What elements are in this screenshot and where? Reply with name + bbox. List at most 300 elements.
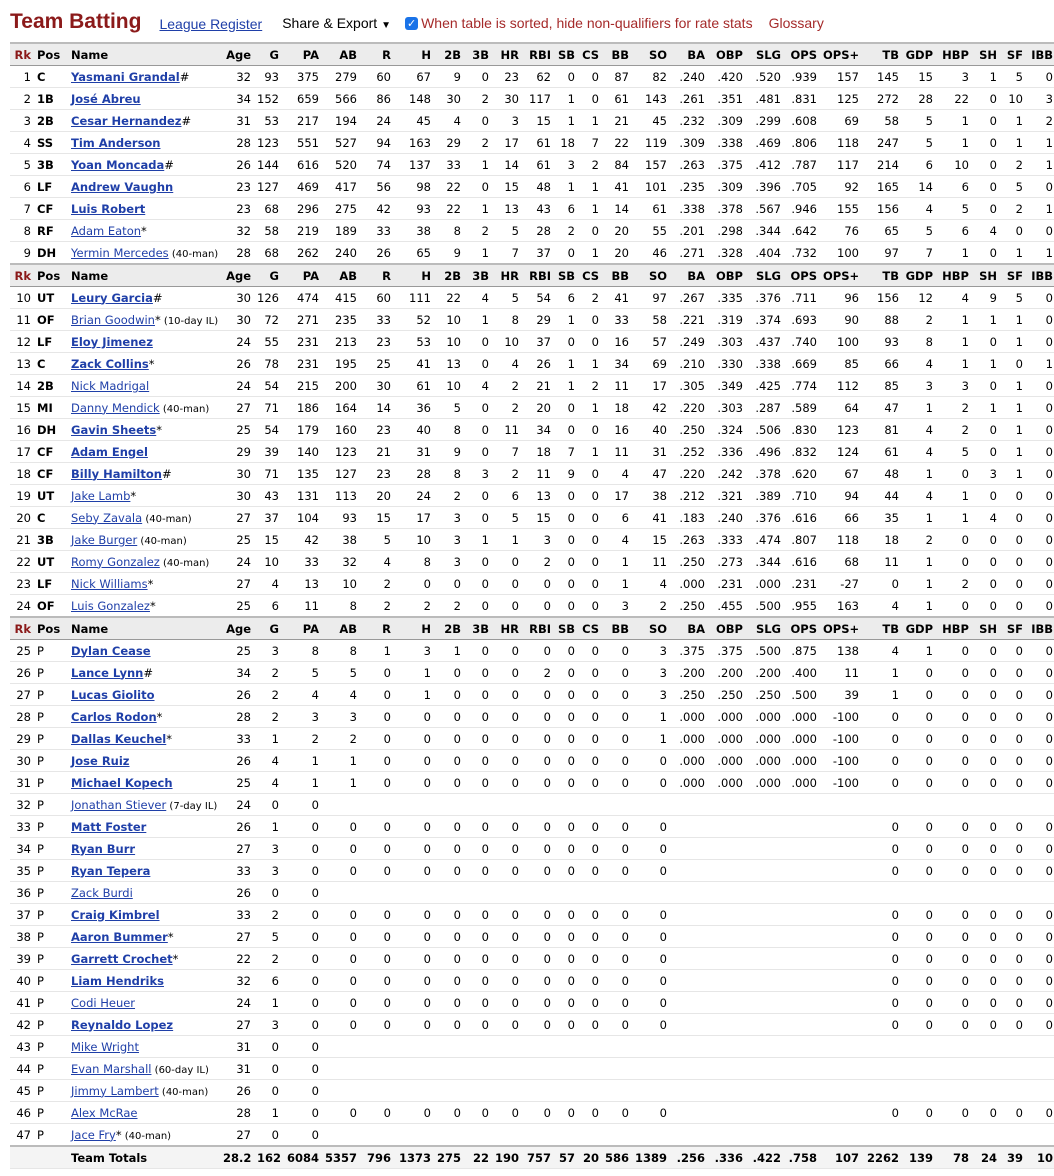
stat-cell-age: 27: [220, 573, 254, 595]
stat-cell-ops-: 67: [820, 463, 862, 485]
stat-cell-ab: 415: [322, 287, 360, 309]
stat-cell-hr: 11: [492, 419, 522, 441]
total-cell: .336: [708, 1146, 746, 1169]
column-header-hbp[interactable]: HBP: [936, 264, 972, 287]
stat-cell-pa: 0: [282, 904, 322, 926]
stat-cell-r: 0: [360, 728, 394, 750]
player-link[interactable]: Seby Zavala: [71, 510, 143, 525]
stat-cell-obp: [708, 1058, 746, 1080]
column-header-3b[interactable]: 3B: [464, 43, 492, 66]
stat-cell-rbi: 34: [522, 419, 554, 441]
stat-cell-slg: .500: [746, 640, 784, 662]
column-header-cs[interactable]: CS: [578, 43, 602, 66]
handedness-symbol: *: [147, 576, 154, 591]
total-cell: 2262: [862, 1146, 902, 1169]
player-link[interactable]: Mike Wright: [71, 1039, 139, 1054]
player-link[interactable]: Carlos Rodon: [71, 709, 157, 724]
stat-cell-tb: 0: [862, 904, 902, 926]
column-header-so[interactable]: SO: [632, 43, 670, 66]
stat-cell-h: 41: [394, 353, 434, 375]
player-link[interactable]: Billy Hamilton: [71, 466, 162, 481]
column-header-cs[interactable]: CS: [578, 264, 602, 287]
stat-cell-cs: 0: [578, 595, 602, 618]
player-link[interactable]: Ryan Burr: [71, 841, 136, 856]
column-header-h[interactable]: H: [394, 264, 434, 287]
stat-cell-hbp: 1: [936, 110, 972, 132]
stat-cell-obp: [708, 882, 746, 904]
column-header-2b[interactable]: 2B: [434, 617, 464, 640]
stat-cell-ibb: 0: [1026, 287, 1054, 309]
stat-cell-h: 137: [394, 154, 434, 176]
column-header-sb[interactable]: SB: [554, 43, 578, 66]
column-header-hbp[interactable]: HBP: [936, 617, 972, 640]
player-link[interactable]: Jace Fry: [71, 1127, 116, 1142]
stat-cell-r: 0: [360, 1014, 394, 1036]
column-header-rbi[interactable]: RBI: [522, 617, 554, 640]
column-header-bb[interactable]: BB: [602, 43, 632, 66]
stat-cell-hr: 5: [492, 220, 522, 242]
stat-cell-age: 33: [220, 860, 254, 882]
handedness-symbol: *: [130, 488, 137, 503]
player-link[interactable]: Jimmy Lambert: [71, 1083, 159, 1098]
column-header-so[interactable]: SO: [632, 264, 670, 287]
roster-status-note: (40-man): [137, 535, 187, 547]
stat-cell-slg: .000: [746, 772, 784, 794]
column-header-gdp[interactable]: GDP: [902, 43, 936, 66]
column-header-2b[interactable]: 2B: [434, 43, 464, 66]
stat-cell-ba: .271: [670, 242, 708, 265]
player-link[interactable]: Jake Lamb: [71, 488, 131, 503]
stat-cell-tb: 65: [862, 220, 902, 242]
player-link[interactable]: Nick Williams: [71, 576, 148, 591]
column-header-hbp[interactable]: HBP: [936, 43, 972, 66]
player-link[interactable]: Adam Engel: [71, 444, 148, 459]
stat-cell-r: 94: [360, 132, 394, 154]
table-row: [10, 242, 1054, 265]
player-link[interactable]: Lance Lynn: [71, 665, 144, 680]
player-link[interactable]: Yoan Moncada: [71, 157, 165, 172]
stat-cell-ops-: [820, 860, 862, 882]
table-row: [10, 640, 1054, 662]
column-header-sf[interactable]: SF: [1000, 43, 1026, 66]
stat-cell-age: 27: [220, 926, 254, 948]
stat-cell-hr: 1: [492, 529, 522, 551]
player-link[interactable]: Michael Kopech: [71, 775, 173, 790]
stat-cell-pa: 1: [282, 772, 322, 794]
column-header-pa[interactable]: PA: [282, 264, 322, 287]
stat-cell-ab: 123: [322, 441, 360, 463]
column-header-so[interactable]: SO: [632, 617, 670, 640]
stat-cell-obp: .298: [708, 220, 746, 242]
player-name-cell: [68, 198, 220, 220]
column-header-g[interactable]: G: [254, 617, 282, 640]
stat-cell-pa: 11: [282, 595, 322, 618]
player-link[interactable]: Tim Anderson: [71, 135, 161, 150]
player-link[interactable]: Cesar Hernandez: [71, 113, 182, 128]
stat-cell-sf: 0: [1000, 353, 1026, 375]
position-cell: CF: [34, 463, 68, 485]
column-header-ops[interactable]: OPS: [784, 43, 820, 66]
column-header-age[interactable]: Age: [220, 617, 254, 640]
column-header-obp[interactable]: OBP: [708, 264, 746, 287]
column-header-hr[interactable]: HR: [492, 43, 522, 66]
stat-cell-rbi: 0: [522, 728, 554, 750]
column-header-name[interactable]: Name: [68, 264, 220, 287]
player-link[interactable]: Romy Gonzalez: [71, 554, 160, 569]
stat-cell-obp: .242: [708, 463, 746, 485]
column-header-name[interactable]: Name: [68, 43, 220, 66]
stat-cell-sh: 0: [972, 750, 1000, 772]
position-cell: DH: [34, 419, 68, 441]
player-link[interactable]: Eloy Jimenez: [71, 334, 153, 349]
stat-cell-ab: 32: [322, 551, 360, 573]
stat-cell-rbi: 0: [522, 750, 554, 772]
player-link[interactable]: Alex McRae: [71, 1105, 138, 1120]
column-header-gdp[interactable]: GDP: [902, 617, 936, 640]
column-header-2b[interactable]: 2B: [434, 264, 464, 287]
player-link[interactable]: Zack Burdi: [71, 885, 133, 900]
stat-cell-sb: 0: [554, 816, 578, 838]
column-header-bb[interactable]: BB: [602, 617, 632, 640]
stat-cell-cs: 0: [578, 860, 602, 882]
stat-cell-ab: 1: [322, 750, 360, 772]
player-link[interactable]: Luis Gonzalez: [71, 598, 150, 613]
column-header-ibb[interactable]: IBB: [1026, 617, 1054, 640]
position-cell: SS: [34, 132, 68, 154]
player-link[interactable]: Yasmani Grandal: [71, 69, 180, 84]
player-link[interactable]: Garrett Crochet: [71, 951, 173, 966]
column-header-ops-[interactable]: OPS+: [820, 43, 862, 66]
handedness-symbol: #: [152, 290, 163, 305]
total-cell: 586: [602, 1146, 632, 1169]
column-header-gdp[interactable]: GDP: [902, 264, 936, 287]
stat-cell-bb: [602, 794, 632, 816]
column-header-sh[interactable]: SH: [972, 264, 1000, 287]
column-header-ops[interactable]: OPS: [784, 617, 820, 640]
stat-cell-ibb: 0: [1026, 904, 1054, 926]
stat-cell-hbp: 22: [936, 88, 972, 110]
stat-cell-gdp: 1: [902, 640, 936, 662]
share-export-menu[interactable]: [282, 15, 391, 31]
stat-cell-gdp: 28: [902, 88, 936, 110]
player-name-cell: [68, 220, 220, 242]
column-header-pos[interactable]: Pos: [34, 264, 68, 287]
stat-cell-2b: 9: [434, 242, 464, 265]
column-header-rbi[interactable]: RBI: [522, 43, 554, 66]
stat-cell-bb: 0: [602, 640, 632, 662]
column-header-name[interactable]: Name: [68, 617, 220, 640]
stat-cell-ops: .787: [784, 154, 820, 176]
player-link[interactable]: Yermin Mercedes: [71, 245, 169, 260]
roster-status-note: (10-day IL): [160, 315, 219, 327]
stat-cell-rbi: 18: [522, 441, 554, 463]
stat-cell-hr: 23: [492, 66, 522, 88]
column-header-3b[interactable]: 3B: [464, 264, 492, 287]
column-header-sb[interactable]: SB: [554, 617, 578, 640]
table-row: [10, 662, 1054, 684]
stat-cell-bb: 20: [602, 242, 632, 265]
stat-cell-bb: 20: [602, 220, 632, 242]
player-link[interactable]: Leury Garcia: [71, 290, 153, 305]
stat-cell-ops: .955: [784, 595, 820, 618]
stat-cell-ibb: 0: [1026, 507, 1054, 529]
column-header-hr[interactable]: HR: [492, 617, 522, 640]
stat-cell-ibb: 1: [1026, 353, 1054, 375]
stat-cell-so: 0: [632, 750, 670, 772]
stat-cell-r: 0: [360, 684, 394, 706]
stat-cell-gdp: 3: [902, 375, 936, 397]
stat-cell-ab: 164: [322, 397, 360, 419]
stat-cell-3b: 0: [464, 441, 492, 463]
stat-cell-so: 119: [632, 132, 670, 154]
stat-cell-ba: [670, 882, 708, 904]
column-header-pos[interactable]: Pos: [34, 617, 68, 640]
column-header-obp[interactable]: OBP: [708, 617, 746, 640]
column-header-ibb[interactable]: IBB: [1026, 43, 1054, 66]
table-row: [10, 331, 1054, 353]
roster-status-note: (40-man): [159, 557, 210, 569]
stat-cell-ab: 8: [322, 640, 360, 662]
total-cell: 28.2: [220, 1146, 254, 1169]
column-header-cs[interactable]: CS: [578, 617, 602, 640]
player-link[interactable]: Luis Robert: [71, 201, 146, 216]
column-header-h[interactable]: H: [394, 43, 434, 66]
player-link[interactable]: José Abreu: [71, 91, 141, 106]
column-header-ab[interactable]: AB: [322, 264, 360, 287]
stat-cell-g: 6: [254, 970, 282, 992]
column-header-sf[interactable]: SF: [1000, 617, 1026, 640]
player-link[interactable]: Codi Heuer: [71, 995, 136, 1010]
player-link[interactable]: Reynaldo Lopez: [71, 1017, 174, 1032]
stat-cell-sf: 5: [1000, 176, 1026, 198]
stat-cell-hbp: 0: [936, 684, 972, 706]
hide-nonqualifiers-toggle[interactable]: [405, 15, 753, 31]
stat-cell-sf: 0: [1000, 706, 1026, 728]
column-header-ba[interactable]: BA: [670, 617, 708, 640]
table-row: [10, 926, 1054, 948]
column-header-g[interactable]: G: [254, 264, 282, 287]
stat-cell-r: [360, 1058, 394, 1080]
column-header-h[interactable]: H: [394, 617, 434, 640]
stat-cell-sf: [1000, 1058, 1026, 1080]
stat-cell-hr: [492, 1080, 522, 1102]
column-header-r[interactable]: R: [360, 43, 394, 66]
player-link[interactable]: Danny Mendick: [71, 400, 160, 415]
stat-cell-slg: .520: [746, 66, 784, 88]
stat-cell-cs: [578, 794, 602, 816]
stat-cell-ops: [784, 816, 820, 838]
stat-cell-hr: 15: [492, 176, 522, 198]
stat-cell-2b: 0: [434, 772, 464, 794]
player-link[interactable]: Lucas Giolito: [71, 687, 155, 702]
player-link[interactable]: Jake Burger: [71, 532, 138, 547]
stat-cell-sb: [554, 1124, 578, 1147]
stat-cell-ops-: [820, 904, 862, 926]
stat-cell-r: 4: [360, 551, 394, 573]
player-link[interactable]: Zack Collins: [71, 356, 149, 371]
table-row: [10, 507, 1054, 529]
stat-cell-h: [394, 1058, 434, 1080]
column-header-r[interactable]: R: [360, 617, 394, 640]
column-header-sh[interactable]: SH: [972, 43, 1000, 66]
player-link[interactable]: Matt Foster: [71, 819, 147, 834]
column-header-rk[interactable]: Rk: [10, 264, 34, 287]
stat-cell-ibb: 0: [1026, 595, 1054, 618]
stat-cell-bb: 0: [602, 772, 632, 794]
stat-cell-age: 28: [220, 706, 254, 728]
stat-cell-h: 65: [394, 242, 434, 265]
column-header-sh[interactable]: SH: [972, 617, 1000, 640]
column-header-slg[interactable]: SLG: [746, 617, 784, 640]
column-header-rbi[interactable]: RBI: [522, 264, 554, 287]
column-header-slg[interactable]: SLG: [746, 264, 784, 287]
stat-cell-g: 152: [254, 88, 282, 110]
stat-cell-pa: 0: [282, 926, 322, 948]
stat-cell-3b: 0: [464, 419, 492, 441]
stat-cell-r: [360, 1124, 394, 1147]
stat-cell-obp: .333: [708, 529, 746, 551]
stat-cell-sb: 1: [554, 110, 578, 132]
player-link[interactable]: Liam Hendriks: [71, 973, 164, 988]
column-header-tb[interactable]: TB: [862, 264, 902, 287]
stat-cell-ibb: 0: [1026, 66, 1054, 88]
rank-cell: 10: [10, 287, 34, 309]
table-header-row: [10, 43, 1054, 66]
stat-cell-cs: 0: [578, 750, 602, 772]
column-header-ba[interactable]: BA: [670, 264, 708, 287]
player-link[interactable]: Jonathan Stiever: [71, 797, 167, 812]
player-link[interactable]: Gavin Sheets: [71, 422, 157, 437]
table-row: [10, 595, 1054, 618]
total-cell: 1373: [394, 1146, 434, 1169]
total-cell: .256: [670, 1146, 708, 1169]
column-header-ba[interactable]: BA: [670, 43, 708, 66]
stat-cell-ab: 213: [322, 331, 360, 353]
stat-cell-sb: 0: [554, 640, 578, 662]
league-register-link[interactable]: League Register: [159, 15, 263, 32]
stat-cell-g: 72: [254, 309, 282, 331]
stat-cell-r: 56: [360, 176, 394, 198]
player-link[interactable]: Nick Madrigal: [71, 378, 150, 393]
column-header-bb[interactable]: BB: [602, 264, 632, 287]
player-link[interactable]: Evan Marshall: [71, 1061, 152, 1076]
column-header-ops[interactable]: OPS: [784, 264, 820, 287]
player-link[interactable]: Brian Goodwin: [71, 312, 155, 327]
stat-cell-cs: [578, 1124, 602, 1147]
stat-cell-age: 31: [220, 1036, 254, 1058]
column-header-pa[interactable]: PA: [282, 617, 322, 640]
stat-cell-tb: 58: [862, 110, 902, 132]
stat-cell-cs: [578, 882, 602, 904]
stat-cell-hr: 13: [492, 198, 522, 220]
player-link[interactable]: Dallas Keuchel: [71, 731, 167, 746]
player-name-cell: [68, 331, 220, 353]
stat-cell-bb: 0: [602, 926, 632, 948]
stat-cell-2b: 0: [434, 926, 464, 948]
stat-cell-hr: [492, 1058, 522, 1080]
stat-cell-sb: [554, 1058, 578, 1080]
stat-cell-2b: 8: [434, 419, 464, 441]
stat-cell-so: 3: [632, 684, 670, 706]
player-link[interactable]: Jose Ruiz: [71, 753, 130, 768]
stat-cell-ops-: 155: [820, 198, 862, 220]
stat-cell-tb: 44: [862, 485, 902, 507]
player-link[interactable]: Dylan Cease: [71, 643, 151, 658]
stat-cell-ops: .616: [784, 551, 820, 573]
stat-cell-3b: [464, 882, 492, 904]
column-header-ab[interactable]: AB: [322, 617, 360, 640]
column-header-rk[interactable]: Rk: [10, 43, 34, 66]
stat-cell-3b: 0: [464, 992, 492, 1014]
column-header-sf[interactable]: SF: [1000, 264, 1026, 287]
column-header-ibb[interactable]: IBB: [1026, 264, 1054, 287]
column-header-pa[interactable]: PA: [282, 43, 322, 66]
stat-cell-ops: [784, 1014, 820, 1036]
stat-cell-age: 25: [220, 419, 254, 441]
stat-cell-slg: .412: [746, 154, 784, 176]
column-header-hr[interactable]: HR: [492, 264, 522, 287]
player-link[interactable]: Ryan Tepera: [71, 863, 151, 878]
column-header-ops-[interactable]: OPS+: [820, 617, 862, 640]
rank-cell: 4: [10, 132, 34, 154]
stat-cell-hr: 4: [492, 353, 522, 375]
column-header-sb[interactable]: SB: [554, 264, 578, 287]
stat-cell-tb: 0: [862, 926, 902, 948]
stat-cell-bb: 16: [602, 331, 632, 353]
stat-cell-obp: .336: [708, 441, 746, 463]
stat-cell-g: 1: [254, 1102, 282, 1124]
stat-cell-sh: 0: [972, 1014, 1000, 1036]
stat-cell-ab: [322, 882, 360, 904]
stat-cell-age: 27: [220, 397, 254, 419]
rank-cell: 40: [10, 970, 34, 992]
column-header-r[interactable]: R: [360, 264, 394, 287]
position-cell: 3B: [34, 154, 68, 176]
stat-cell-g: 3: [254, 640, 282, 662]
column-header-rk[interactable]: Rk: [10, 617, 34, 640]
player-link[interactable]: Andrew Vaughn: [71, 179, 174, 194]
column-header-age[interactable]: Age: [220, 43, 254, 66]
player-link[interactable]: Adam Eaton: [71, 223, 142, 238]
table-row: [10, 772, 1054, 794]
stat-cell-sh: 0: [972, 904, 1000, 926]
stat-cell-slg: .376: [746, 287, 784, 309]
glossary-link[interactable]: Glossary: [768, 15, 824, 31]
stat-cell-rbi: 0: [522, 1102, 554, 1124]
total-cell: 190: [492, 1146, 522, 1169]
column-header-obp[interactable]: OBP: [708, 43, 746, 66]
column-header-pos[interactable]: Pos: [34, 43, 68, 66]
column-header-g[interactable]: G: [254, 43, 282, 66]
player-link[interactable]: Aaron Bummer: [71, 929, 168, 944]
stat-cell-2b: 9: [434, 441, 464, 463]
stat-cell-ibb: 0: [1026, 397, 1054, 419]
column-header-tb[interactable]: TB: [862, 43, 902, 66]
column-header-tb[interactable]: TB: [862, 617, 902, 640]
column-header-ops-[interactable]: OPS+: [820, 264, 862, 287]
stat-cell-g: 0: [254, 1124, 282, 1147]
column-header-ab[interactable]: AB: [322, 43, 360, 66]
stat-cell-so: 3: [632, 640, 670, 662]
column-header-slg[interactable]: SLG: [746, 43, 784, 66]
checkbox-checked-icon[interactable]: ✓: [406, 16, 417, 30]
player-link[interactable]: Craig Kimbrel: [71, 907, 160, 922]
rank-cell: 11: [10, 309, 34, 331]
column-header-3b[interactable]: 3B: [464, 617, 492, 640]
column-header-age[interactable]: Age: [220, 264, 254, 287]
stat-cell-ab: 5: [322, 662, 360, 684]
stat-cell-g: 54: [254, 419, 282, 441]
